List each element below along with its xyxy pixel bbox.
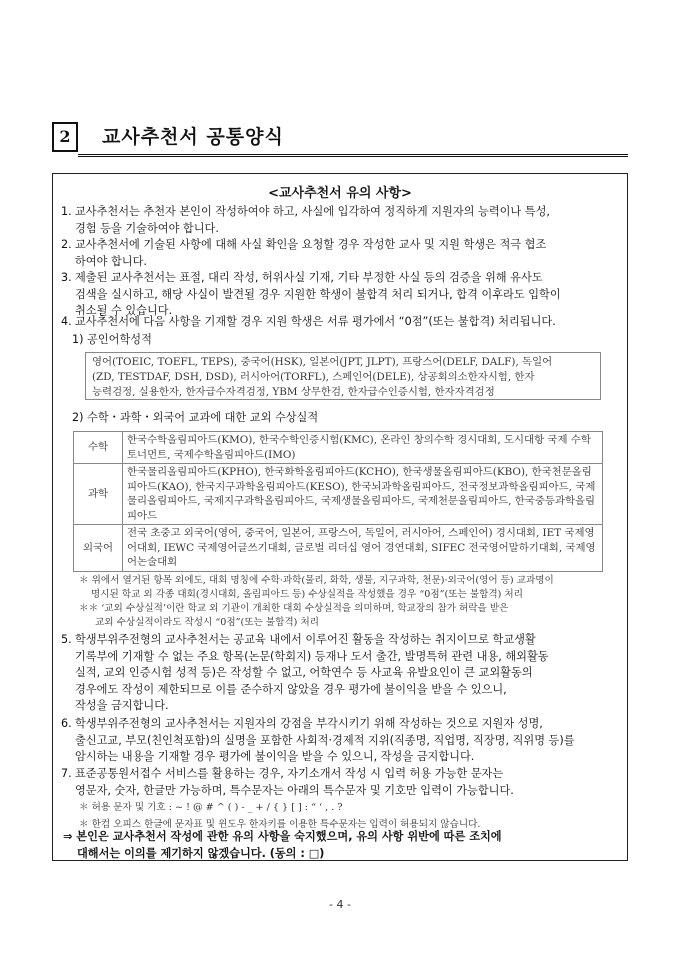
award-footnote-2: ＊＊ ‘교외 수상실적’이란 학교 외 기관이 개최한 대회 수상실적을 의미하며, 학교장의 참가 허락을 받은 교외 수상실적이라도 작성시 “0점”(또는 불합격) 처리 — [79, 603, 509, 628]
page-number: - 4 - — [329, 898, 351, 911]
table-row — [74, 464, 603, 525]
notice-title: <교사추천서 유의 사항> — [268, 186, 412, 201]
header-divider — [78, 152, 628, 157]
allowed-characters-note: ＊ 허용 문자 및 기호 : ~ ! @ # ^ ( ) - _ + / { } [ ] : “ ‘ , . ? — [79, 802, 343, 813]
notice-item-3: 3. 제출된 교사추천서는 표절, 대리 작성, 허위사실 기재, 기타 부정한 사실 등의 검증을 위해 유사도 검색을 실시하고, 해당 사실이 발견될 경우 지원한 학생이 불합격 처리 되거나, 합격 이후라도 입학이 취소될 수 있습니다. — [61, 271, 561, 317]
notice-item-1: 1. 교사추천서는 추천자 본인이 작성하여야 하고, 사실에 입각하여 정직하게 지원자의 능력이나 특성, 경험 등을 기술하여야 합니다. — [61, 205, 550, 235]
section-number: 2 — [52, 122, 78, 152]
notice-item-5: 5. 학생부위주전형의 교사추천서는 공교육 내에서 이루어진 활동을 작성하는 취지이므로 학교생활 기록부에 기재할 수 없는 주요 항목(논문(학회지) 등재나 도서 출간, 발명특허 관련 내용, 해외활동 실적, 교외 인증시험 성적 등)은 작성할 수 없고, 어학연수 등 사교육 유발요인이 큰 교외활동의 경우에도 작성이 제한되므로 이를 준수하지 않았을 경우 평가에 불이익을 받을 수 있으니, 작성을 금지합니다. — [61, 633, 549, 712]
section-header — [52, 122, 628, 158]
table-row — [74, 432, 603, 464]
award-category: 수학 — [74, 432, 123, 464]
special-characters-note: ＊ 한컴 오피스 한글에 문자표 및 윈도우 한자키를 이용한 특수문자는 입력이 허용되지 않습니다. — [79, 819, 481, 830]
award-list: 한국물리올림피아드(KPHO), 한국화학올림피아드(KCHO), 한국생물올림피아드(KBO), 한국천문올림피아드(KAO), 한국지구과학올림피아드(KESO), 한국뇌과학올림피아드, 전국정보과학올림피아드, 국제물리올림피아드, 국제지구과학올림피아드, 국제생물올림피아드, 국제천문올림피아드, 한국중등과학올림피아드 — [123, 464, 603, 525]
award-list: 전국 초중고 외국어(영어, 중국어, 일본어, 프랑스어, 독일어, 러시아어, 스페인어) 경시대회, IET 국제영어대회, IEWC 국제영어글쓰기대회, 글로벌 리더십 영어 경연대회, SIFEC 전국영어말하기대회, 국제영어논술대회 — [123, 525, 603, 572]
consent-statement: ⇒ 본인은 교사추천서 작성에 관한 유의 사항을 숙지했으며, 유의 사항 위반에 따른 조치에 대해서는 이의를 제기하지 않겠습니다. (동의 : □) — [63, 830, 502, 860]
section-title: 교사추천서 공통양식 — [102, 126, 284, 148]
award-list: 한국수학올림피아드(KMO), 한국수학인증시험(KMC), 온라인 창의수학 경시대회, 도시대항 국제 수학토너먼트, 국제수학올림피아드(IMO) — [123, 432, 603, 464]
language-test-list: 영어(TOEIC, TOEFL, TEPS), 중국어(HSK), 일본어(JPT, JLPT), 프랑스어(DELF, DALF), 독일어 (ZD, TESTDAF, DSH, DSD), 러시아어(TORFL), 스페인어(DELE), 상공회의소한자시험, 한자 능력검정, 실용한자, 한자급수자격검정, YBM 상무한검, 한자급수인증시험, 한자자격검정 — [85, 352, 601, 400]
award-table — [73, 431, 603, 572]
notice-item-7: 7. 표준공통원서접수 서비스를 활용하는 경우, 자기소개서 작성 시 입력 허용 가능한 문자는 영문자, 숫자, 한글만 가능하며, 특수문자는 아래의 특수문자 및 기호만 입력이 가능합니다. — [61, 767, 514, 797]
award-category: 외국어 — [74, 525, 123, 572]
notice-box — [52, 173, 628, 861]
subheading-award-records: 2) 수학・과학・외국어 교과에 대한 교외 수상실적 — [72, 411, 319, 424]
notice-item-2: 2. 교사추천서에 기술된 사항에 대해 사실 확인을 요청할 경우 작성한 교사 및 지원 학생은 적극 협조 하여야 합니다. — [61, 238, 547, 268]
notice-item-4: 4. 교사추천서에 다음 사항을 기재할 경우 지원 학생은 서류 평가에서 “0점”(또는 불합격) 처리됩니다. — [61, 315, 556, 328]
award-footnote-1: ＊ 위에서 열거된 항목 외에도, 대회 명칭에 수학·과학(물리, 화학, 생물, 지구과학, 천문)·외국어(영어 등) 교과명이 명시된 학교 외 각종 대회(경시대회, 올림피아드 등) 수상실적을 작성했을 경우 “0점”(또는 불합격) 처리 — [79, 575, 554, 600]
table-row — [74, 525, 603, 572]
award-category: 과학 — [74, 464, 123, 525]
notice-item-6: 6. 학생부위주전형의 교사추천서는 지원자의 강점을 부각시키기 위해 작성하는 것으로 지원자 성명, 출신고교, 부모(친인척포함)의 실명을 포함한 사회적·경제적 지위(직종명, 직업명, 직장명, 직위명 등)를 암시하는 내용을 기재할 경우 평가에 불이익을 받을 수 있으니, 작성을 금지합니다. — [61, 717, 575, 763]
subheading-language-scores: 1) 공인어학성적 — [72, 333, 152, 346]
